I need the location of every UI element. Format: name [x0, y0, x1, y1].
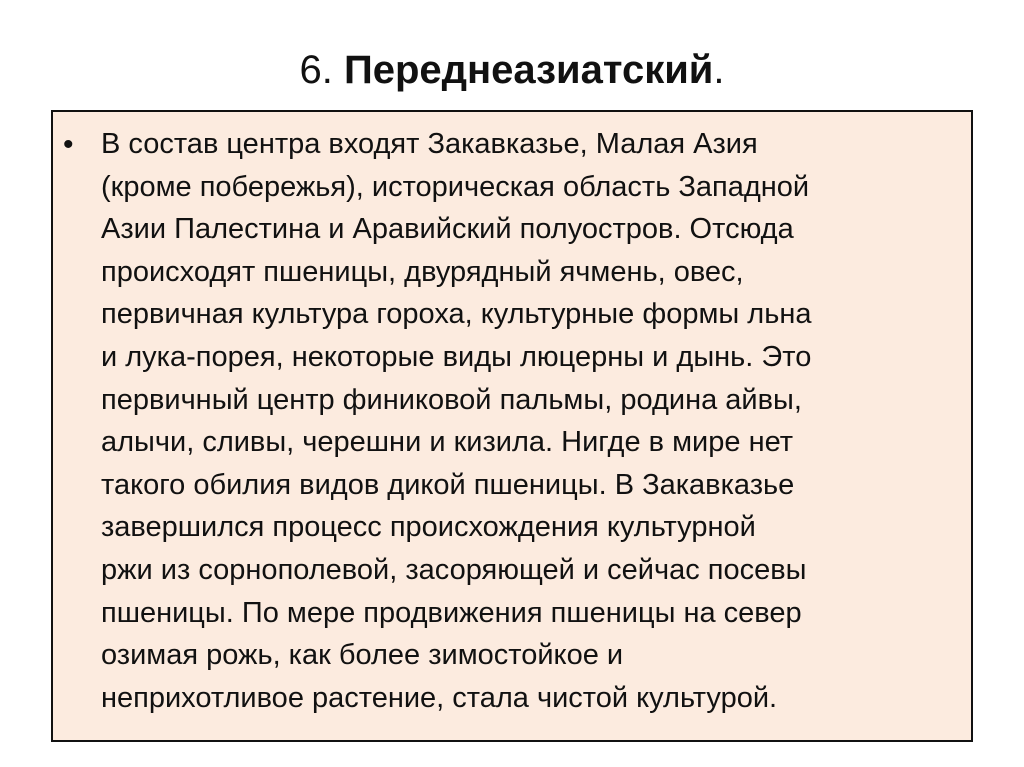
- text-line: ржи из сорнополевой, засоряющей и сейчас посевы: [101, 553, 807, 586]
- text-line: В состав центра входят Закавказье, Малая Азия: [101, 128, 758, 160]
- text-line: (кроме побережья), историческая область Западной: [101, 170, 810, 203]
- text-line: алычи, сливы, черешни и кизила. Нигде в мире нет: [101, 426, 794, 459]
- content-box: [51, 110, 973, 742]
- text-line: Азии Палестина и Аравийский полуостров. Отсюда: [101, 213, 794, 246]
- text-line: и лука-порея, некоторые виды люцерны и дынь. Это: [101, 340, 812, 373]
- text-line: происходят пшеницы, двурядный ячмень, овес,: [101, 255, 744, 288]
- text-line: первичный центр финиковой пальмы, родина айвы,: [101, 383, 802, 416]
- text-line: завершился процесс происхождения культурной: [101, 511, 756, 544]
- text-line: озимая рожь, как более зимостойкое и: [101, 639, 624, 672]
- title-number: 6.: [299, 48, 333, 92]
- bullet-text: [101, 123, 961, 719]
- text-line: такого обилия видов дикой пшеницы. В Закавказье: [101, 468, 795, 501]
- title-text: Переднеазиатский: [343, 48, 714, 92]
- slide-title: [0, 42, 1024, 98]
- text-line: пшеницы. По мере продвижения пшеницы на север: [101, 596, 802, 629]
- text-line: первичная культура гороха, культурные формы льна: [101, 298, 812, 331]
- bullet-mark: •: [63, 128, 74, 161]
- text-line: неприхотливое растение, стала чистой культурой.: [101, 681, 778, 714]
- title-suffix: .: [713, 48, 725, 92]
